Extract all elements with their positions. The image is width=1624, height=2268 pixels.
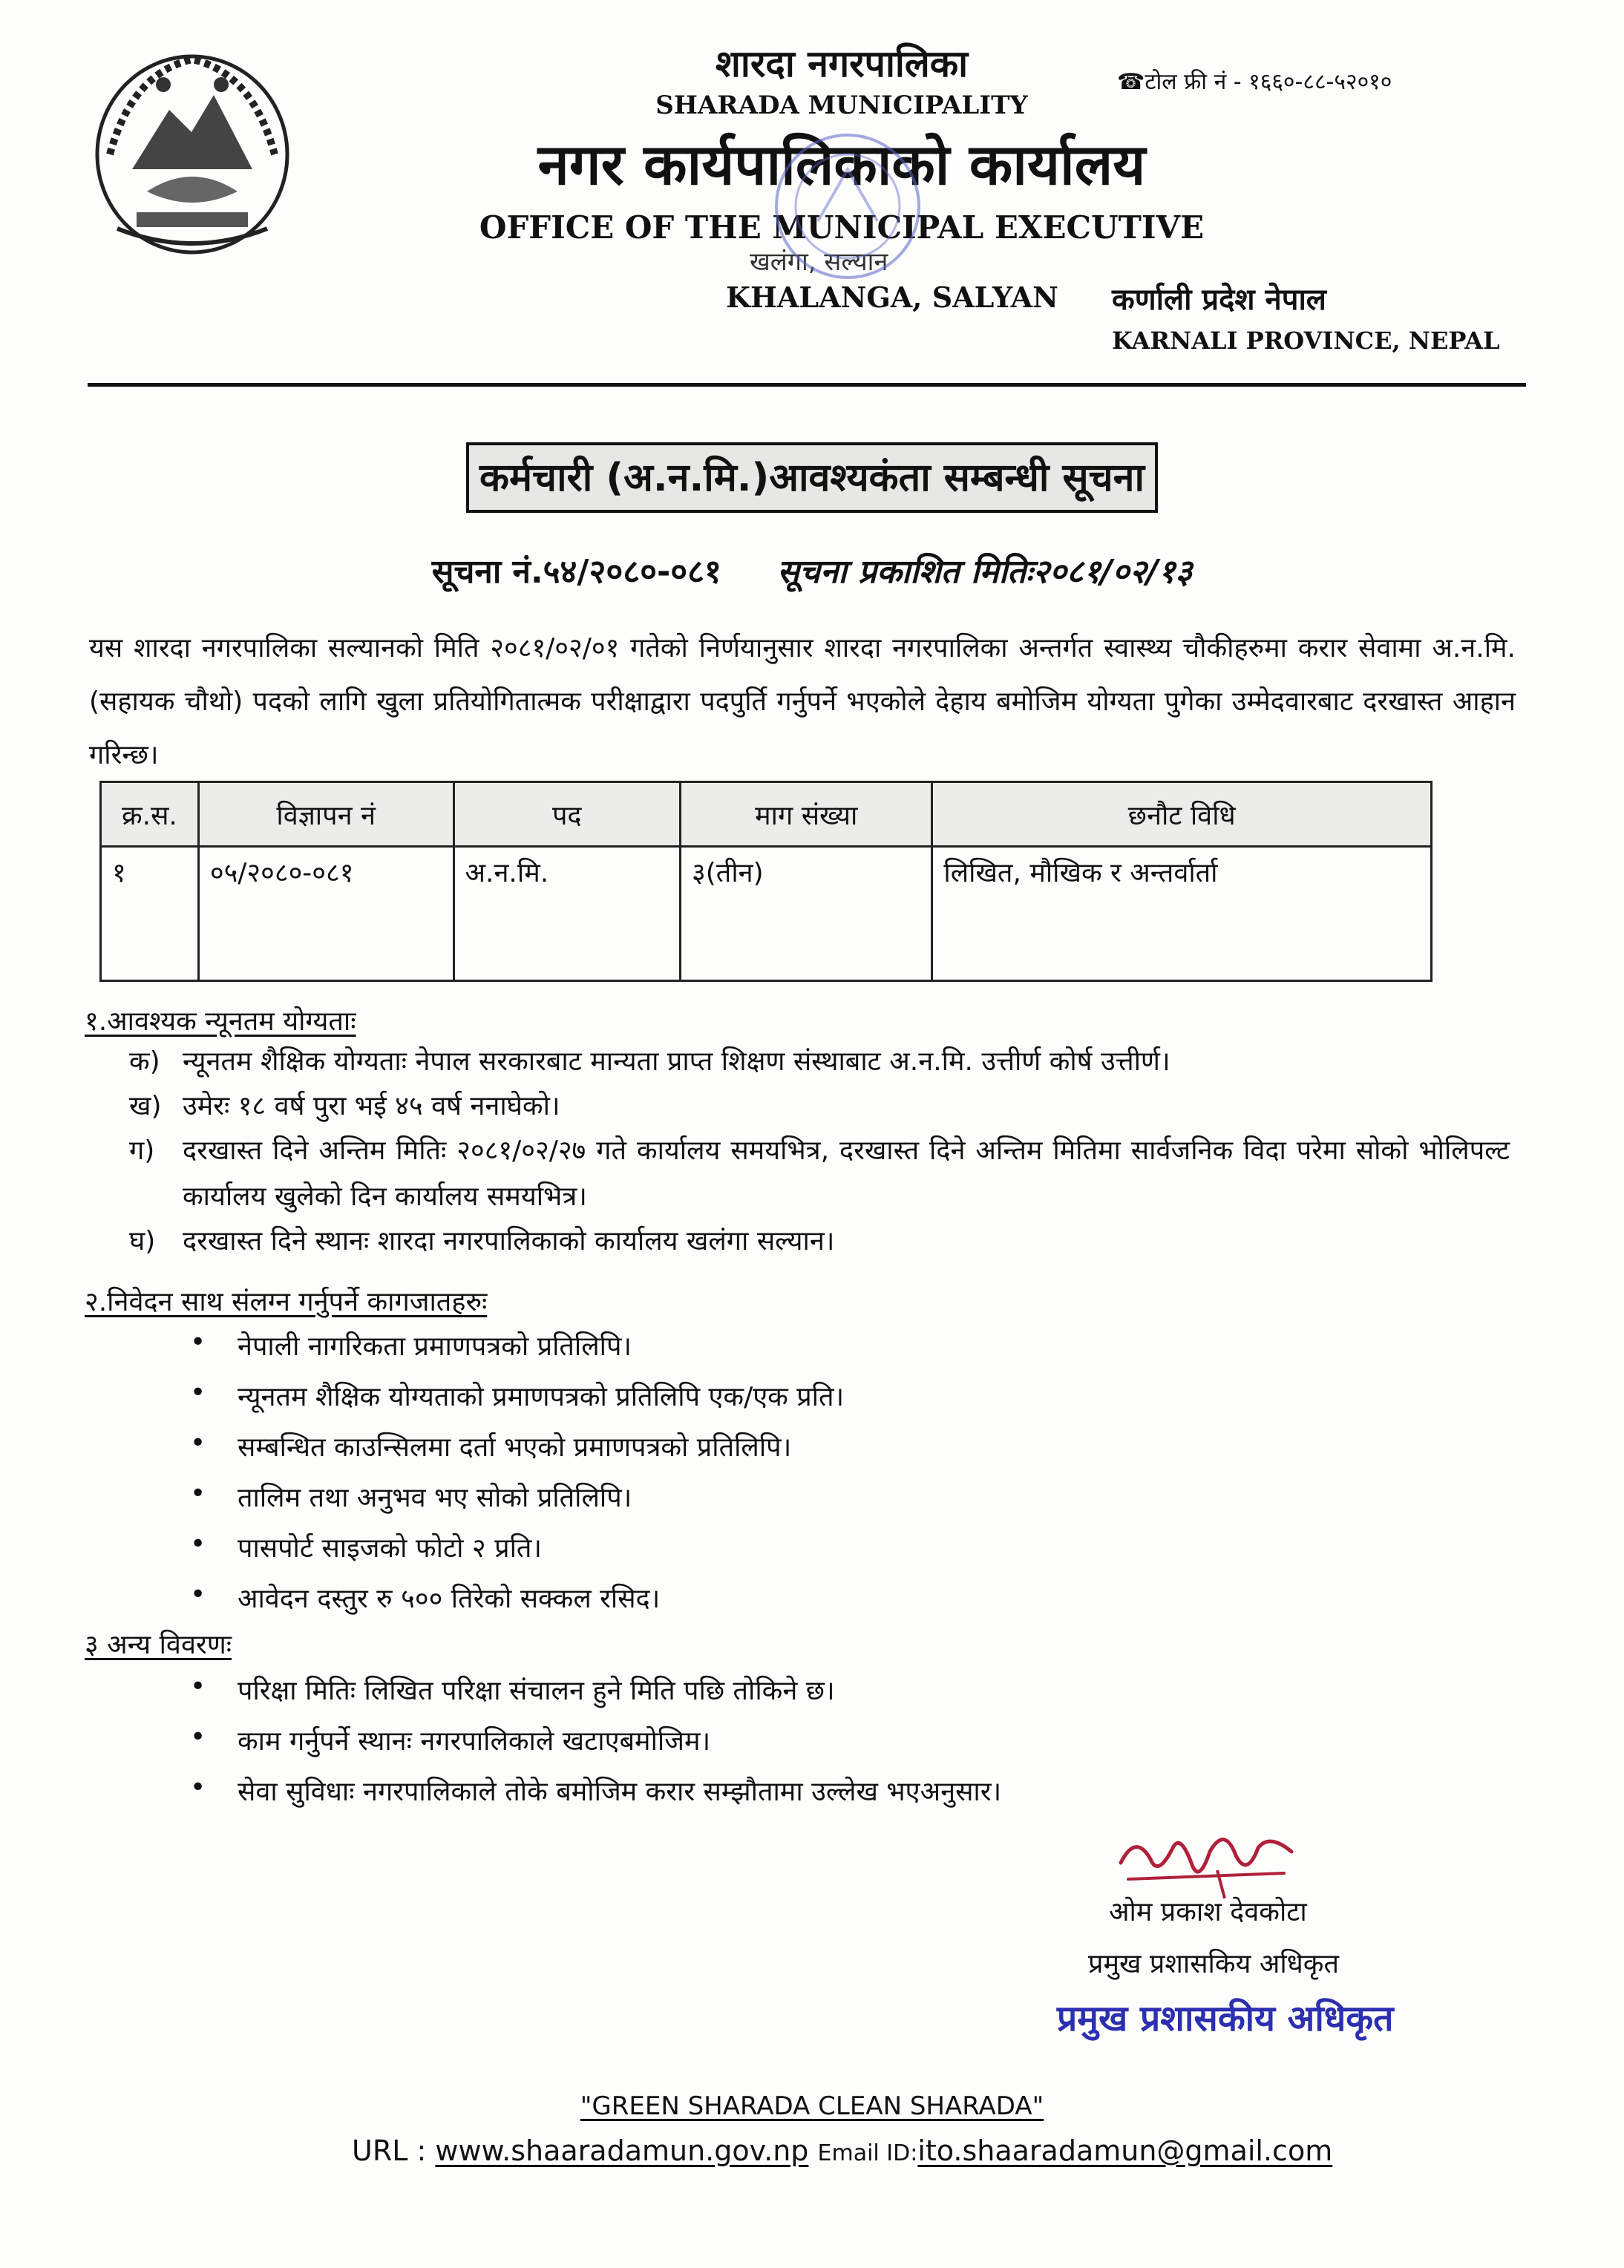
notice-meta [0, 548, 1624, 592]
item-text: दरखास्त दिने अन्तिम मितिः २०८१/०२/२७ गते कार्यालय समयभित्र, दरखास्त दिने अन्तिम मितिमा सार्वजनिक विदा परेमा सोको भोलिपल्ट कार्यालय खुलेको दिन कार्यालय समयभित्र। [183, 1135, 1510, 1212]
list-item [129, 1219, 1510, 1265]
list-item: • आवेदन दस्तुर रु ५०० तिरेको सक्कल रसिद। [238, 1579, 660, 1616]
item-label: ख) [129, 1091, 162, 1121]
url-label: URL : [352, 2134, 427, 2167]
list-item: • तालिम तथा अनुभव भए सोको प्रतिलिपि। [238, 1478, 632, 1515]
item-text: उमेरः १८ वर्ष पुरा भई ४५ वर्ष ननाघेको। [183, 1091, 560, 1121]
website-link[interactable]: www.shaaradamun.gov.np [435, 2134, 809, 2167]
notice-title-box [0, 442, 1624, 513]
notice-title: कर्मचारी (अ.न.मि.)आवश्यकंता सम्बन्धी सूचना [466, 442, 1158, 513]
office-name-nepali: नगर कार्यपालिकाको कार्यालय [537, 131, 1146, 197]
footer-slogan: "GREEN SHARADA CLEAN SHARADA" [580, 2091, 1044, 2121]
section2-heading: २.निवेदन साथ संलग्न गर्नुपर्ने कागजातहरुः [85, 1287, 488, 1317]
notice-published-date: सूचना प्रकाशित मितिः२०८१/०२/१३ [777, 553, 1193, 591]
notice-number: सूचना नं.५४/२०८०-०८१ [431, 553, 721, 591]
designation-stamp: प्रमुख प्रशासकीय अधिकृत [1057, 1998, 1394, 2039]
email-label: Email ID: [817, 2140, 918, 2166]
footer-contact [352, 2134, 1332, 2167]
notice-intro-paragraph: यस शारदा नगरपालिका सल्यानको मिति २०८१/०२/०१ गतेको निर्णयानुसार शारदा नगरपालिका अन्तर्गत स्वास्थ्य चौकीहरुमा करार सेवामा अ.न.मि. (सहायक चौथो) पदको लागि खुला प्रतियोगितात्मक परीक्षाद्वारा पदपुर्ति गर्नुपर्ने भएकोले देहाय बमोजिम योग्यता पुगेका उम्मेदवारबाट दरखास्त आहान गरिन्छ। [89, 633, 1516, 770]
table-header-cell: माग संख्या [681, 782, 932, 847]
table-header-row [101, 782, 1432, 847]
table-cell: १ [101, 847, 199, 981]
section1-heading: १.आवश्यक न्यूनतम योग्यताः [85, 1006, 356, 1037]
municipality-name-english: SHARADA MUNICIPALITY [655, 91, 1028, 120]
office-name-english: OFFICE OF THE MUNICIPAL EXECUTIVE [479, 209, 1205, 246]
table-cell: लिखित, मौखिक र अन्तर्वार्ता [932, 847, 1432, 981]
province-nepali: कर्णाली प्रदेश नेपाल [1112, 283, 1326, 317]
table-cell: अ.न.मि. [454, 847, 681, 981]
table-cell: ०५/२०८०-०८१ [198, 847, 454, 981]
province-english: KARNALI PROVINCE, NEPAL [1112, 327, 1500, 355]
table-row [101, 847, 1432, 981]
list-item: • काम गर्नुपर्ने स्थानः नगरपालिकाले खटाएबमोजिम। [238, 1722, 710, 1758]
item-text: न्यूनतम शैक्षिक योग्यताः नेपाल सरकारबाट मान्यता प्राप्त शिक्षण संस्थाबाट अ.न.मि. उत्तीर्ण कोर्ष उत्तीर्ण। [183, 1046, 1170, 1077]
table-header-cell: पद [454, 782, 681, 847]
list-item [129, 1039, 1510, 1085]
location-english: KHALANGA, SALYAN [726, 281, 1058, 314]
item-text: दरखास्त दिने स्थानः शारदा नगरपालिकाको कार्यालय खलंगा सल्यान। [183, 1226, 835, 1256]
list-item: • सम्बन्धित काउन्सिलमा दर्ता भएको प्रमाणपत्रको प्रतिलिपि। [238, 1428, 791, 1464]
list-item: • नेपाली नागरिकता प्रमाणपत्रको प्रतिलिपि। [238, 1327, 632, 1363]
email-link[interactable]: ito.shaaradamun@gmail.com [917, 2134, 1333, 2167]
table-header-cell: विज्ञापन नं [198, 782, 454, 847]
list-item: • सेवा सुविधाः नगरपालिकाले तोके बमोजिम करार सम्झौतामा उल्लेख भएअनुसार। [238, 1772, 1001, 1809]
list-item: • परिक्षा मितिः लिखित परिक्षा संचालन हुने मिति पछि तोकिने छ। [238, 1671, 835, 1708]
table-header-cell: छनौट विधि [932, 782, 1432, 847]
item-label: ग) [129, 1135, 155, 1166]
section3-heading: ३ अन्य विवरणः [85, 1630, 232, 1660]
item-label: क) [129, 1046, 160, 1077]
vacancy-table [99, 781, 1433, 982]
office-stamp-icon [736, 125, 966, 295]
header-divider [88, 383, 1526, 387]
signer-name: ओम प्रकाश देवकोटा [1109, 1897, 1307, 1927]
list-item [129, 1084, 1510, 1130]
signer-designation: प्रमुख प्रशासकिय अधिकृत [1088, 1949, 1339, 1979]
list-item: • न्यूनतम शैक्षिक योग्यताको प्रमाणपत्रको प्रतिलिपि एक/एक प्रति। [238, 1377, 844, 1414]
list-item [129, 1128, 1510, 1220]
table-header-cell: क्र.स. [101, 782, 199, 847]
list-item: • पासपोर्ट साइजको फोटो २ प्रति। [238, 1529, 542, 1565]
municipality-name-nepali: शारदा नगरपालिका [715, 42, 969, 85]
tollfree-number: ☎टोल फ्री नं - १६६०-८८-५२०१० [1117, 69, 1392, 95]
location-nepali: खलंगा, सल्यान [750, 247, 888, 277]
table-cell: ३(तीन) [681, 847, 932, 981]
item-label: घ) [129, 1226, 156, 1256]
